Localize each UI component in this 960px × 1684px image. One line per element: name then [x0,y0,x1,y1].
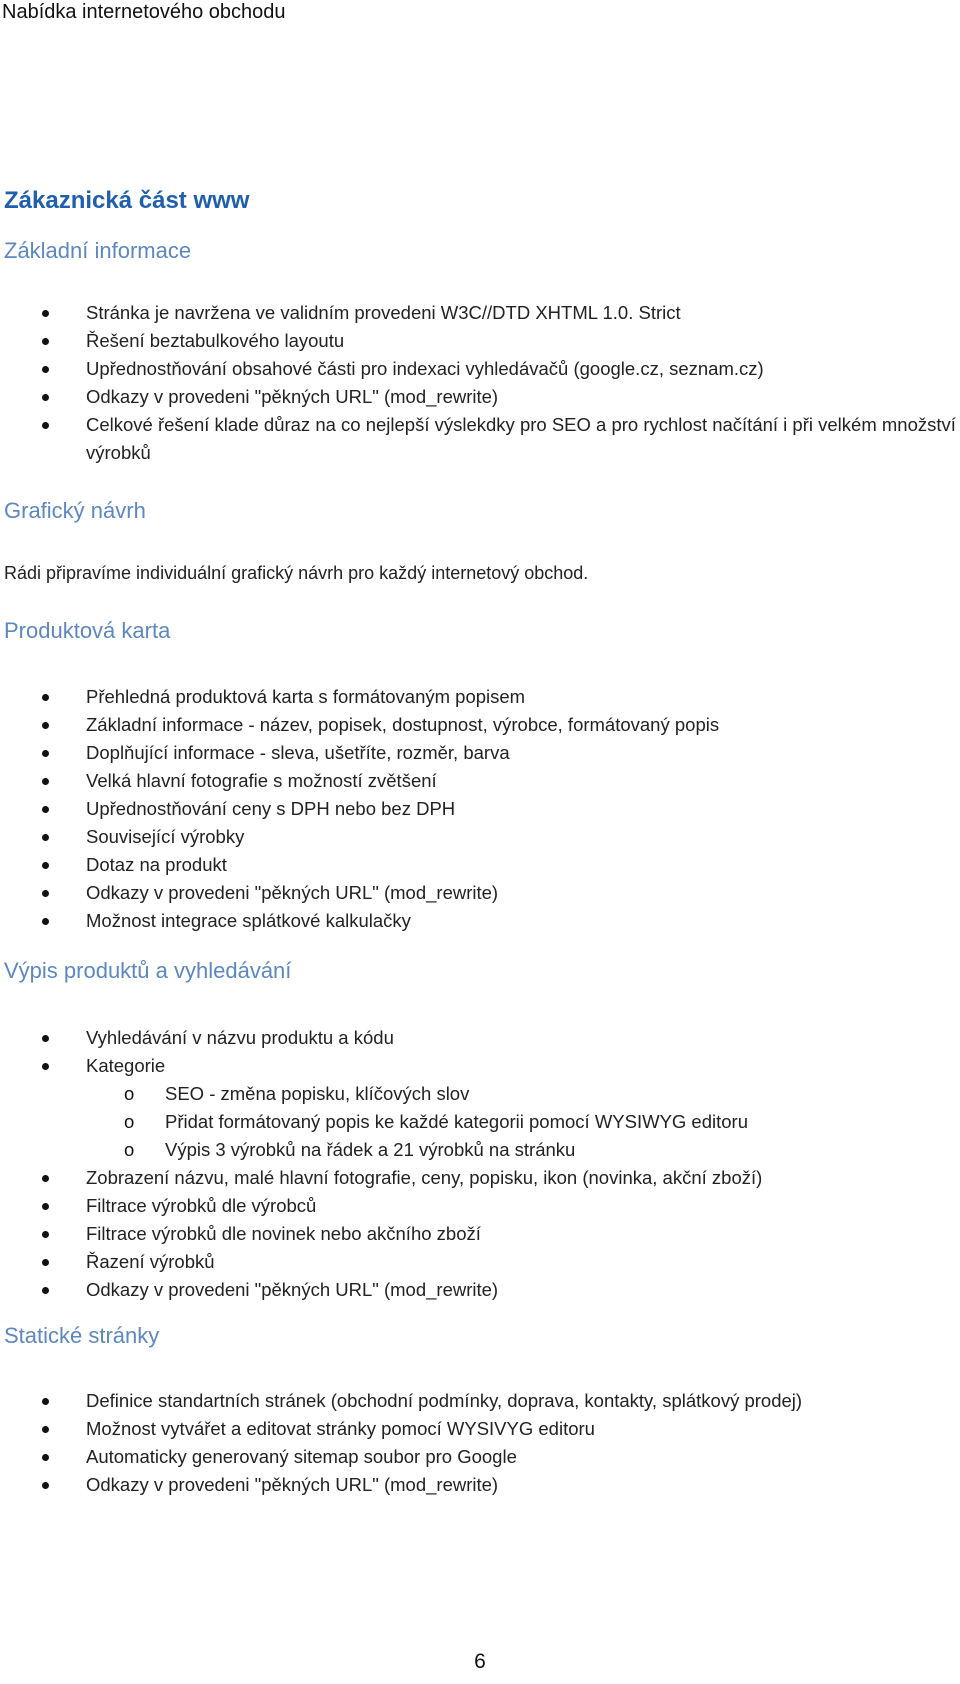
bullet-icon [42,1175,49,1182]
list-item: Stránka je navržena ve validním provedeni W3C//DTD XHTML 1.0. Strict [0,299,960,327]
bullet-icon [42,862,49,869]
list-produktova-karta [0,683,719,935]
bullet-icon [42,806,49,813]
bullet-icon [42,1259,49,1266]
circle-bullet-icon: o [124,1111,135,1132]
bullet-icon [42,1063,49,1070]
bullet-icon [42,722,49,729]
list-staticke-stranky [0,1387,802,1499]
list-item: Související výrobky [0,823,719,851]
bullet-icon [42,890,49,897]
list-zakladni-informace [0,299,960,467]
list-item: Upřednostňování ceny s DPH nebo bez DPH [0,795,719,823]
list-item: Možnost vytvářet a editovat stránky pomocí WYSIVYG editoru [0,1415,802,1443]
bullet-icon [42,918,49,925]
list-item: Filtrace výrobků dle výrobců [0,1192,762,1220]
bullet-icon [42,1454,49,1461]
bullet-icon [42,694,49,701]
bullet-icon [42,338,49,345]
list-item: Vyhledávání v názvu produktu a kódu [0,1024,762,1052]
list-vypis-produktu [0,1024,762,1304]
bullet-icon [42,1287,49,1294]
list-item: Filtrace výrobků dle novinek nebo akčního zboží [0,1220,762,1248]
bullet-icon [42,394,49,401]
heading-produktova-karta: Produktová karta [4,618,171,643]
sub-list-item: o Výpis 3 výrobků na řádek a 21 výrobků na stránku [0,1136,762,1164]
bullet-icon [42,422,49,429]
circle-bullet-icon: o [124,1083,135,1104]
heading-vypis-produktu: Výpis produktů a vyhledávání [4,958,292,983]
bullet-icon [42,1035,49,1042]
list-item: Velká hlavní fotografie s možností zvětšení [0,767,719,795]
document-header: Nabídka internetového obchodu [2,1,286,23]
section-title: Zákaznická část www [4,187,250,214]
list-item: Kategorie [0,1052,762,1080]
bullet-icon [42,1398,49,1405]
sub-list-item: o SEO - změna popisku, klíčových slov [0,1080,762,1108]
list-item: Upřednostňování obsahové části pro indexaci vyhledávačů (google.cz, seznam.cz) [0,355,960,383]
list-item: Odkazy v provedeni "pěkných URL" (mod_rewrite) [0,383,960,411]
sub-list-item: o Přidat formátovaný popis ke každé kategorii pomocí WYSIWYG editoru [0,1108,762,1136]
bullet-icon [42,750,49,757]
bullet-icon [42,1426,49,1433]
list-item: Možnost integrace splátkové kalkulačky [0,907,719,935]
list-item: Automaticky generovaný sitemap soubor pro Google [0,1443,802,1471]
bullet-icon [42,366,49,373]
list-item: Dotaz na produkt [0,851,719,879]
list-item: Doplňující informace - sleva, ušetříte, rozměr, barva [0,739,719,767]
list-item: Definice standartních stránek (obchodní podmínky, doprava, kontakty, splátkový prodej) [0,1387,802,1415]
list-item: Zobrazení názvu, malé hlavní fotografie, ceny, popisku, ikon (novinka, akční zboží) [0,1164,762,1192]
page-number: 6 [474,1650,486,1673]
list-item: Celkové řešení klade důraz na co nejlepší výslekdky pro SEO a pro rychlost načítání i při velkém množství výrobků [0,411,960,467]
list-item: Přehledná produktová karta s formátovaným popisem [0,683,719,711]
list-item: Odkazy v provedeni "pěkných URL" (mod_rewrite) [0,879,719,907]
circle-bullet-icon: o [124,1139,135,1160]
bullet-icon [42,1482,49,1489]
bullet-icon [42,1203,49,1210]
list-item: Odkazy v provedeni "pěkných URL" (mod_rewrite) [0,1471,802,1499]
bullet-icon [42,1231,49,1238]
list-item: Základní informace - název, popisek, dostupnost, výrobce, formátovaný popis [0,711,719,739]
heading-graficky-navrh: Grafický návrh [4,498,146,523]
list-item: Řešení beztabulkového layoutu [0,327,960,355]
bullet-icon [42,778,49,785]
bullet-icon [42,310,49,317]
list-item: Odkazy v provedeni "pěkných URL" (mod_rewrite) [0,1276,762,1304]
heading-zakladni-informace: Základní informace [4,238,192,263]
list-item: Řazení výrobků [0,1248,762,1276]
heading-staticke-stranky: Statické stránky [4,1323,160,1348]
paragraph-graficky-navrh: Rádi připravíme individuální grafický návrh pro každý internetový obchod. [4,563,589,583]
bullet-icon [42,834,49,841]
